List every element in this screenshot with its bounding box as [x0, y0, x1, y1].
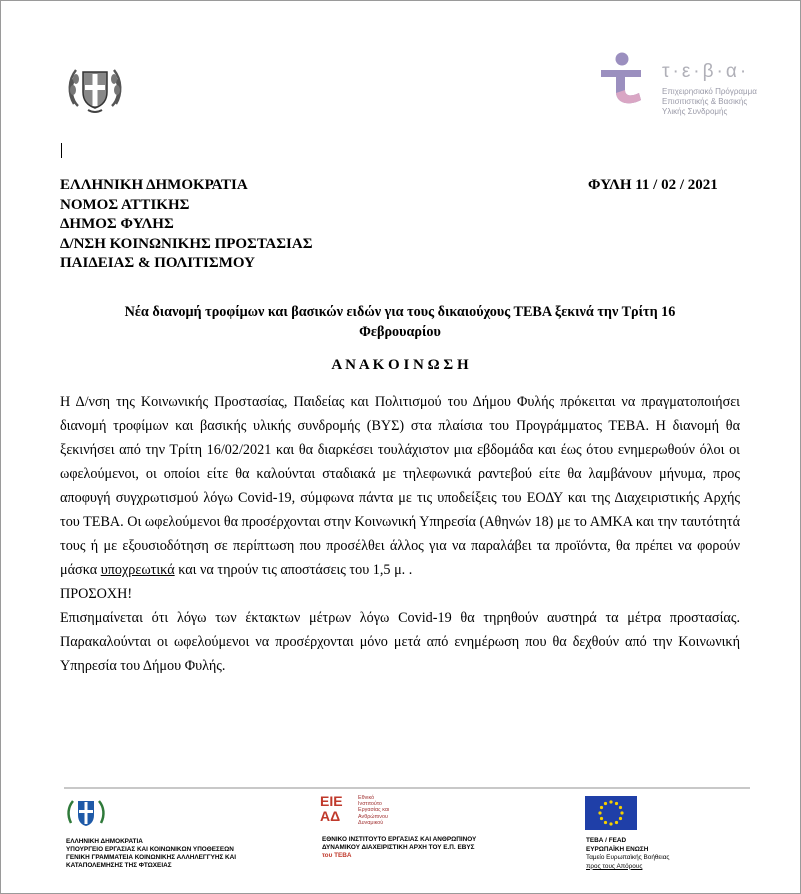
paragraph-attention: Επισημαίνεται ότι λόγω των έκτακτων μέτρων λόγω Covid-19 θα τηρηθούν αυστηρά τα μέτρα προστασίας. Παρακαλούνται οι ωφελούμενοι να προσέρχονται μόνο μετά από ενημέρωση που θα δεχθούν από την Κοινωνική Υπηρεσία του Δήμου Φυλής. — [60, 610, 740, 674]
ministry-text: ΕΛΛΗΝΙΚΗ ΔΗΜΟΚΡΑΤΙΑ ΥΠΟΥΡΓΕΙΟ ΕΡΓΑΣΙΑΣ ΚΑΙ ΚΟΙΝΩΝΙΚΩΝ ΥΠΟΘΕΣΕΩΝ ΓΕΝΙΚΗ ΓΡΑΜΜΑΤΕΙΑ ΚΟΙΝΩΝΙΚΗΣ ΑΛΛΗΛΕΓΓΥΗΣ ΚΑΙ ΚΑΤΑΠΟΛΕΜΗΣΗΣ ΤΗΣ ΦΤΩΧΕΙΑΣ — [66, 838, 237, 869]
sender-line: ΠΑΙΔΕΙΑΣ & ΠΟΛΙΤΙΣΜΟΥ — [60, 255, 255, 271]
eiead-text: ΕΘΝΙΚΟ ΙΝΣΤΙΤΟΥΤΟ ΕΡΓΑΣΙΑΣ ΚΑΙ ΑΝΘΡΩΠΙΝΟΥ ΔΥΝΑΜΙΚΟΥ ΔΙΑΧΕΙΡΙΣΤΙΚΗ ΑΡΧΗ ΤΟΥ Ε.Π. ΕΒΥΣ του ΤΕΒΑ — [322, 836, 477, 859]
attention-label: ΠΡΟΣΟΧΗ! — [60, 586, 133, 602]
eiead-logo-mark: ΕΙΕ ΑΔ — [320, 793, 343, 824]
eu-flag-logo — [585, 796, 637, 830]
teva-figure-icon — [598, 52, 654, 108]
underlined-word: υποχρεωτικά — [100, 562, 175, 578]
eu-text: ΤΕΒΑ / FEAD ΕΥΡΩΠΑΪΚΗ ΕΝΩΣΗ Ταμείο Ευρωπαϊκής Βοήθειας προς τους Απόρους — [586, 837, 670, 870]
greek-emblem-logo — [66, 60, 124, 116]
ministry-emblem-logo — [66, 795, 106, 831]
teva-logo-subtitle: Επιχειρησιακό Πρόγραμμα Επισιτιστικής & Βασικής Υλικής Συνδρομής — [662, 87, 757, 116]
subject-line: Νέα διανομή τροφίμων και βασικών ειδών για τους δικαιούχους ΤΕΒΑ ξεκινά την Τρίτη 16 — [124, 304, 676, 320]
subject-line: Φεβρουαρίου — [359, 324, 441, 340]
teva-logo-name: τ·ε·β·α· — [662, 61, 750, 82]
paragraph-main-tail: και να τηρούν τις αποστάσεις του 1,5 μ. . — [174, 562, 413, 578]
subject — [60, 302, 740, 342]
eiead-logo-side-text: Εθνικό Ινστιτούτο Εργασίας και Ανθρώπινου Δυναμικού — [358, 795, 390, 826]
sender-block — [60, 176, 313, 274]
footer-divider — [64, 787, 750, 789]
paragraph-main-text: Η Δ/νση της Κοινωνικής Προστασίας, Παιδείας και Πολιτισμού του Δήμου Φυλής πρόκειται να πραγματοποιήσει διανομή τροφίμων και βασικής υλικής συνδρομής (ΒΥΣ) στα πλαίσια του Προγράμματος ΤΕΒΑ. Η διανομή θα ξεκινήσει από την Τρίτη 16/02/2021 και θα διαρκέσει τουλάχιστον μια εβδομάδα και έως ότου ενημερωθούν όλοι οι ωφελούμενοι, οι οποίοι είτε θα καλούνται σταδιακά με τηλεφωνικά ραντεβού είτε θα λαμβάνουν μήνυμα, προς αποφυγή συγχρωτισμού λόγω Covid-19, σύμφωνα πάντα με τις υποδείξεις του ΕΟΔΥ και της Διαχειριστικής Αρχής του ΤΕΒΑ. Οι ωφελούμενοι θα προσέρχονται στην Κοινωνική Υπηρεσία (Αθηνών 18) με το ΑΜΚΑ και την ταυτότητά τους ή με εξουσιοδότηση σε περίπτωση που προσέλθει άλλος για να παραλάβει τα προϊόντα, θα πρέπει να φορούν μάσκα — [60, 394, 740, 578]
sender-line: Δ/ΝΣΗ ΚΟΙΝΩΝΙΚΗΣ ΠΡΟΣΤΑΣΙΑΣ — [60, 235, 313, 252]
sender-line: ΝΟΜΟΣ ΑΤΤΙΚΗΣ — [60, 196, 190, 213]
date-line: ΦΥΛΗ 11 / 02 / 2021 — [588, 177, 718, 193]
paragraph-main — [60, 390, 740, 678]
teva-logo — [598, 52, 768, 116]
announcement-title: Α Ν Α Κ Ο Ι Ν Ω Σ Η — [331, 357, 469, 373]
sender-line: ΔΗΜΟΣ ΦΥΛΗΣ — [60, 216, 174, 232]
eiead-logo — [320, 794, 430, 830]
text-cursor — [61, 143, 62, 158]
sender-line: ΕΛΛΗΝΙΚΗ ΔΗΜΟΚΡΑΤΙΑ — [60, 177, 248, 193]
